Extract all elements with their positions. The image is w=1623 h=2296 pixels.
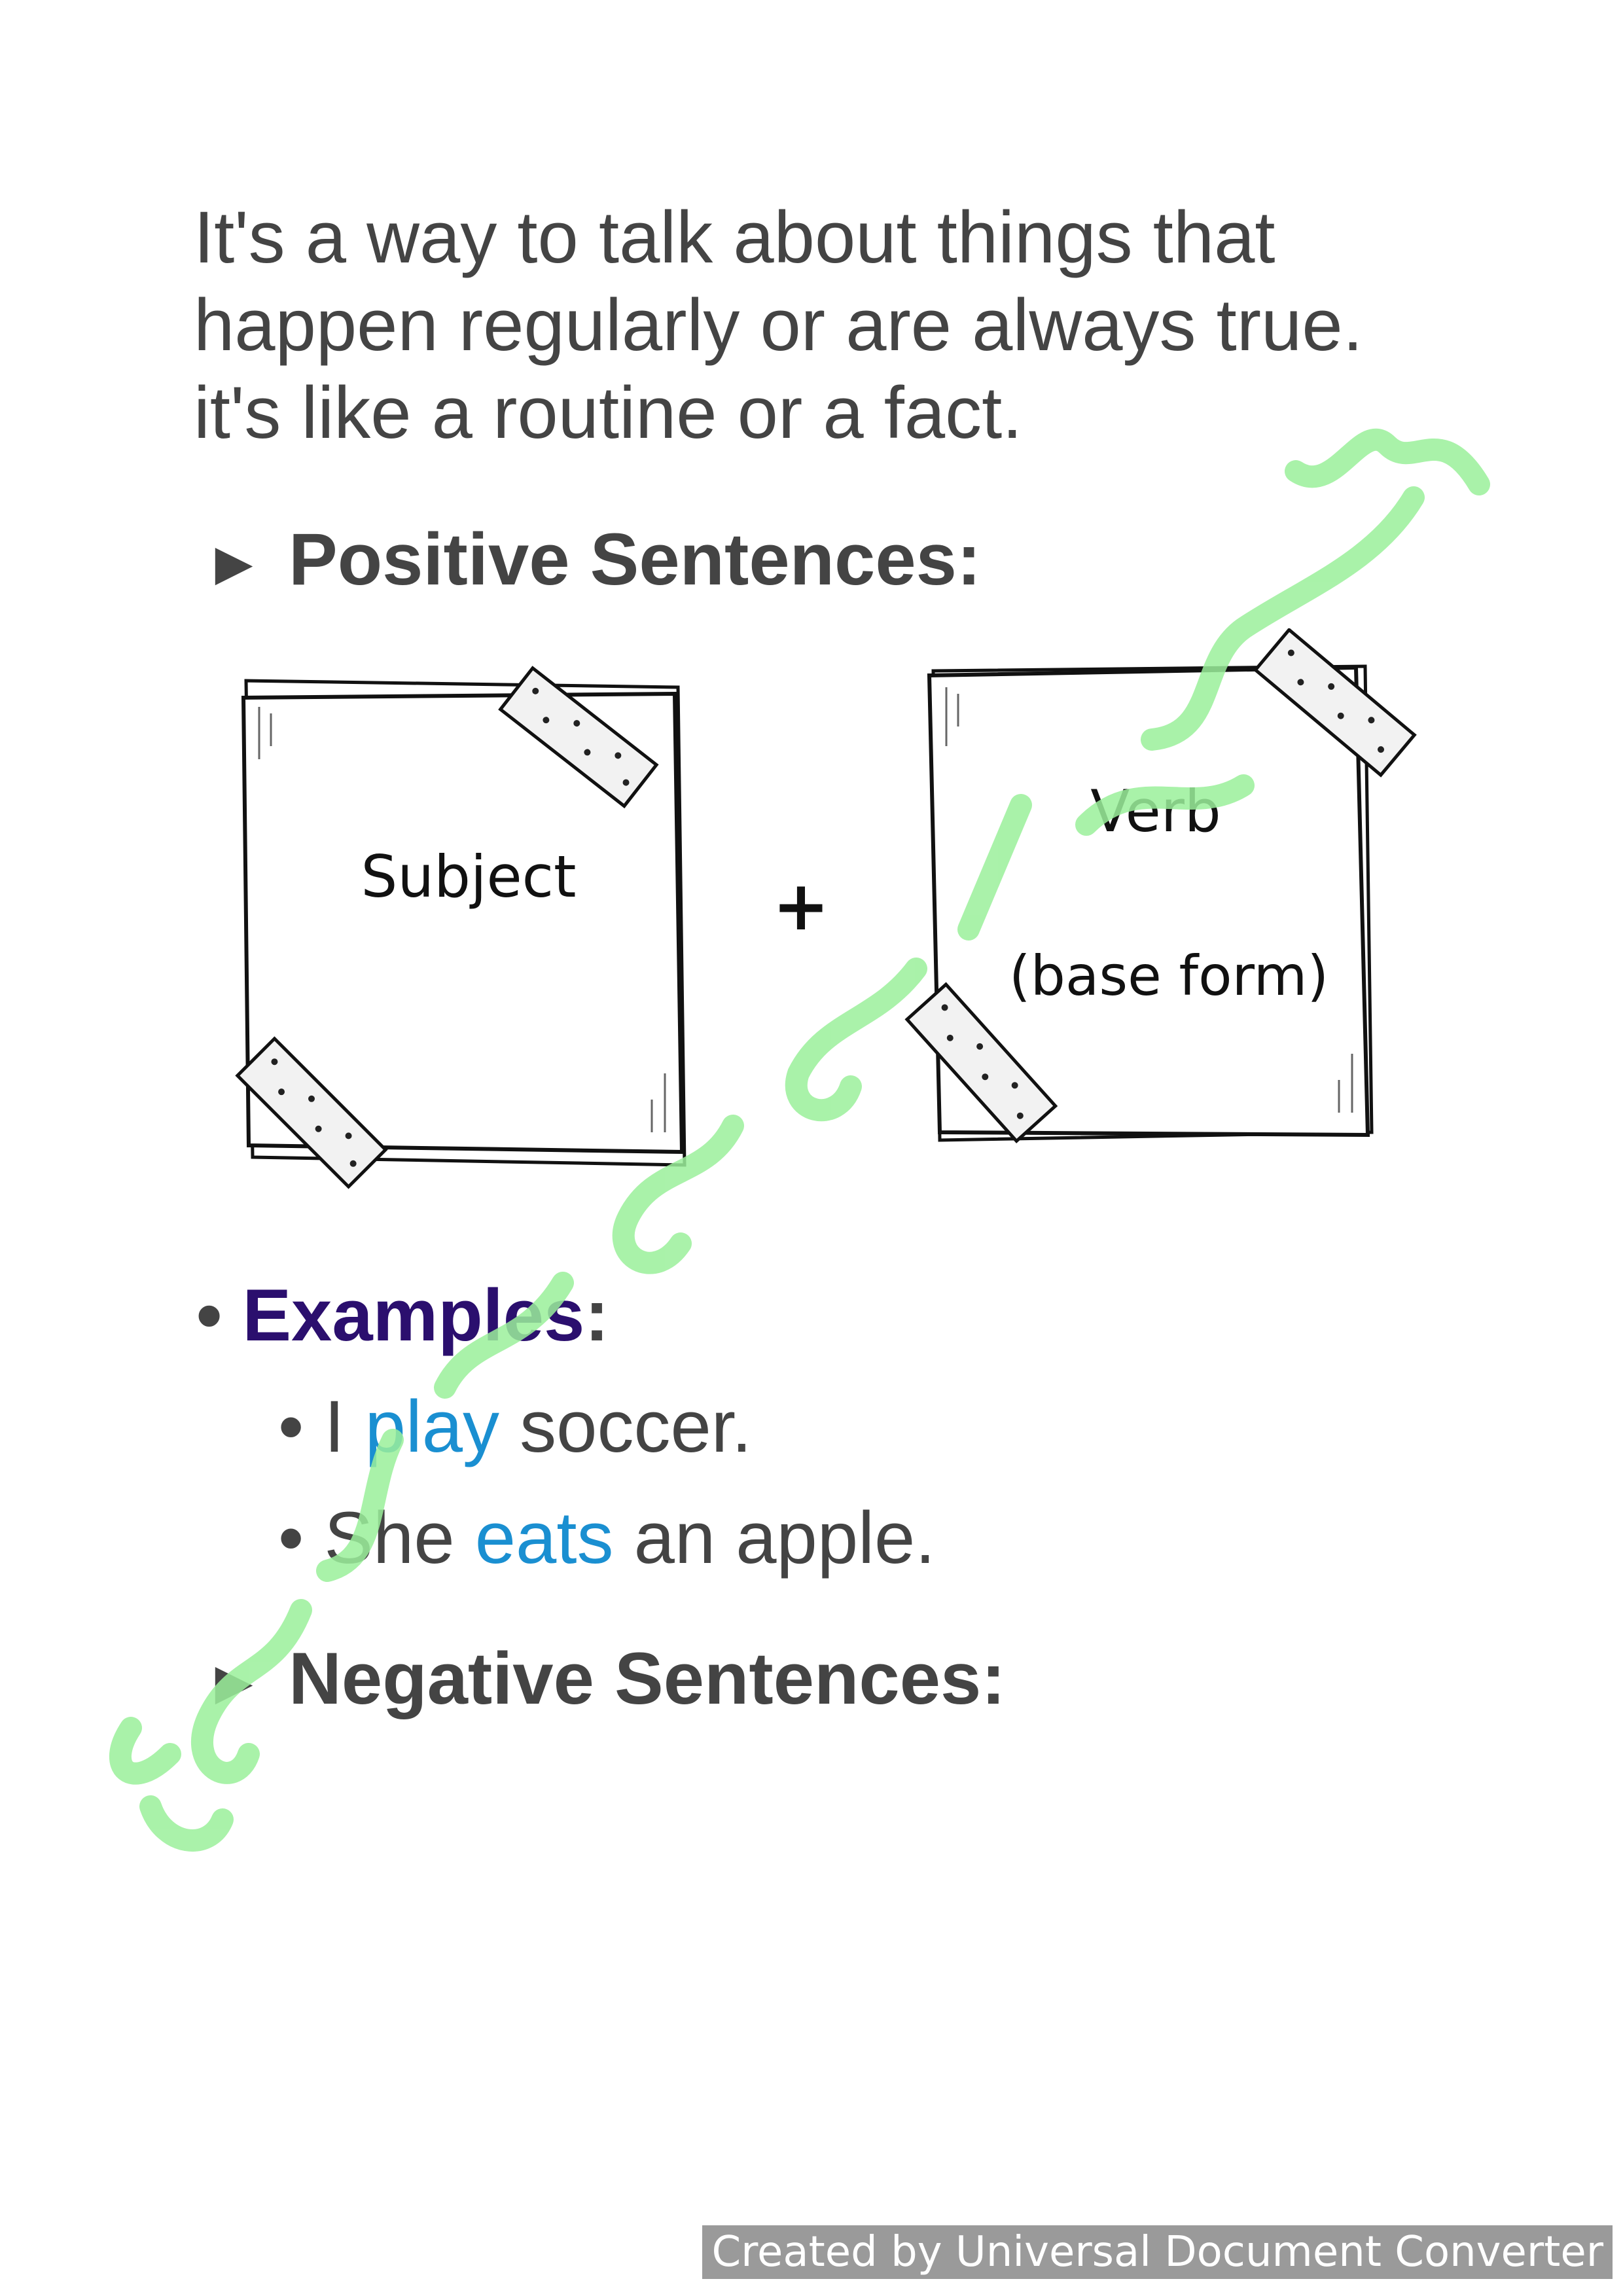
bullet: • — [196, 1274, 223, 1356]
example-after: soccer. — [499, 1386, 752, 1467]
bullet: • — [278, 1386, 304, 1467]
structure-diagram-svg — [194, 628, 1437, 1211]
example-before: She — [324, 1497, 475, 1579]
example-after: an apple. — [613, 1497, 936, 1579]
verb-note — [907, 630, 1414, 1141]
subject-label: Subject — [361, 843, 577, 910]
structure-diagram — [194, 628, 1437, 1211]
plus-sign: + — [772, 866, 830, 946]
arrow-icon: ► — [203, 528, 266, 598]
example-sentence — [278, 1384, 752, 1469]
examples-label: Examples — [242, 1274, 585, 1356]
negative-heading — [203, 1636, 1006, 1721]
negative-title: Negative Sentences: — [289, 1638, 1006, 1719]
positive-heading — [203, 517, 981, 601]
examples-heading — [196, 1273, 609, 1357]
intro-line: It's a way to talk about things that — [194, 196, 1275, 278]
example-before: I — [324, 1386, 365, 1467]
examples-colon: : — [584, 1274, 609, 1356]
intro-paragraph — [194, 194, 1437, 457]
bullet: • — [278, 1497, 304, 1579]
example-verb: eats — [474, 1497, 614, 1579]
verb-note-label: (base form) — [1008, 944, 1329, 1008]
subject-note — [238, 668, 685, 1187]
verb-label: Verb — [1090, 778, 1221, 845]
converter-footer: Created by Universal Document Converter — [702, 2225, 1613, 2279]
intro-line: it's like a routine or a fact. — [194, 372, 1023, 454]
arrow-icon: ► — [203, 1647, 266, 1717]
example-verb: play — [365, 1386, 500, 1467]
intro-line: happen regularly or are always true. — [194, 284, 1363, 366]
example-sentence — [278, 1496, 935, 1580]
positive-title: Positive Sentences: — [289, 518, 982, 600]
